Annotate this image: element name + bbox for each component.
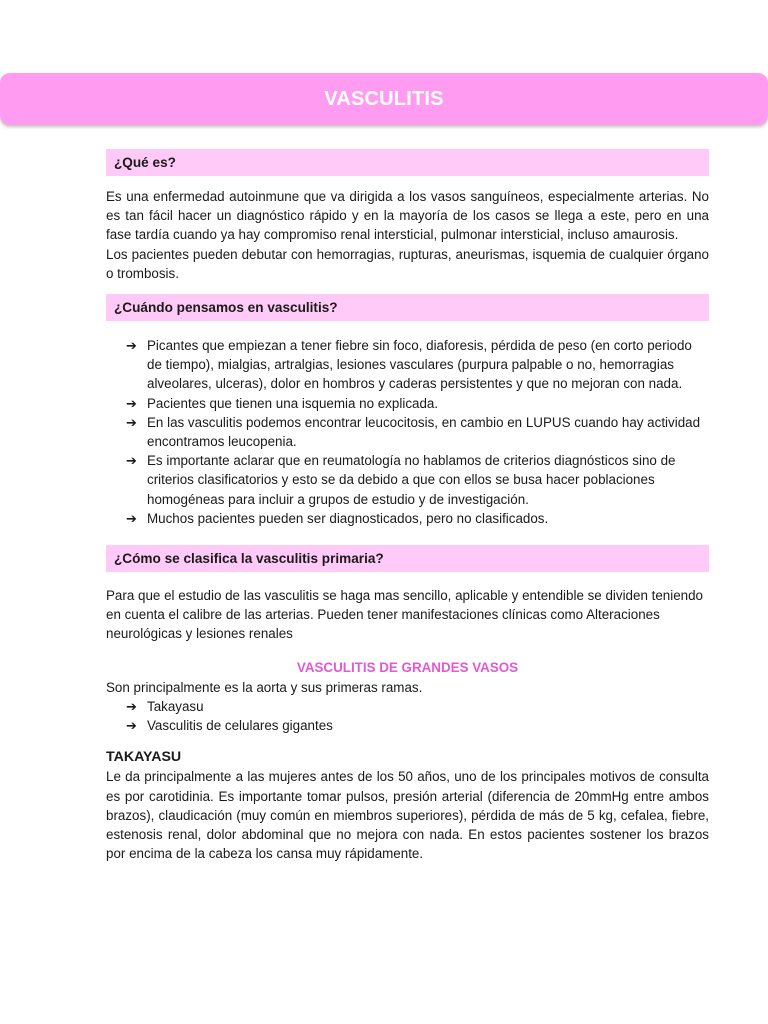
section-heading-clasifica: ¿Cómo se clasifica la vasculitis primaria? bbox=[106, 545, 709, 572]
paragraph: Para que el estudio de las vasculitis se haga mas sencillo, aplicable y entendible se dividen teniendo en cuenta el calibre de las arterias. Pueden tener manifestaciones clínicas como Alteraciones neurológicas y lesiones renales bbox=[106, 588, 704, 642]
bullet-list bbox=[106, 697, 709, 735]
list-item: ➔ Pacientes que tienen una isquemia no explicada. bbox=[126, 394, 709, 413]
bullet-list bbox=[106, 336, 709, 528]
section-heading-cuando: ¿Cuándo pensamos en vasculitis? bbox=[106, 294, 709, 321]
arrow-icon: ➔ bbox=[126, 699, 137, 715]
list-item: ➔ Picantes que empiezan a tener fiebre sin foco, diaforesis, pérdida de peso (en corto periodo de tiempo), mialgias, artralgias, lesiones vasculares (purpura palpable o no, hemorragias alveolares, ulceras), dolor en hombros y caderas persistentes y que no mejoran con nada. bbox=[126, 338, 692, 392]
page-title: VASCULITIS bbox=[324, 87, 444, 110]
heading-takayasu: TAKAYASU bbox=[106, 749, 182, 766]
list-item: ➔ En las vasculitis podemos encontrar leucocitosis, en cambio en LUPUS cuando hay actividad encontramos leucopenia. bbox=[126, 414, 701, 450]
arrow-icon: ➔ bbox=[126, 718, 137, 734]
arrow-icon: ➔ bbox=[126, 453, 137, 469]
list-item: ➔ Es importante aclarar que en reumatología no hablamos de criterios diagnósticos sino de criterios clasificatorios y esto se da debido a que con ellos se busa hacer poblaciones homogéneas para incluir a grupos de estudio y de investigación. bbox=[126, 453, 676, 507]
title-banner bbox=[0, 73, 768, 125]
list-item: ➔ Vasculitis de celulares gigantes bbox=[126, 716, 709, 735]
section-heading-que-es: ¿Qué es? bbox=[106, 149, 709, 176]
arrow-icon: ➔ bbox=[126, 414, 137, 430]
list-item: ➔ Takayasu bbox=[126, 697, 709, 716]
arrow-icon: ➔ bbox=[126, 395, 137, 411]
paragraph: Son principalmente es la aorta y sus primeras ramas. bbox=[106, 679, 423, 695]
paragraph: Los pacientes pueden debutar con hemorragias, rupturas, aneurismas, isquemia de cualquier órgano o trombosis. bbox=[106, 246, 709, 281]
list-item: ➔ Muchos pacientes pueden ser diagnosticados, pero no clasificados. bbox=[126, 509, 709, 528]
paragraph: Es una enfermedad autoinmune que va dirigida a los vasos sanguíneos, especialmente arterias. No es tan fácil hacer un diagnóstico rápido y en la mayoría de los casos se llega a este, pero en una fase tardía cuando ya hay compromiso renal intersticial, pulmonar intersticial, incluso amaurosis. bbox=[106, 189, 709, 243]
arrow-icon: ➔ bbox=[126, 510, 137, 526]
paragraph: Le da principalmente a las mujeres antes de los 50 años, uno de los principales motivos de consulta es por carotidinia. Es importante tomar pulsos, presión arterial (diferencia de 20mmHg entre ambos brazos), claudicación (muy común en miembros superiores), pérdida de más de 5 kg, cefalea, fiebre, estenosis renal, dolor abdominal que no mejora con nada. En estos pacientes sostener los brazos por encima de la cabeza los cansa muy rápidamente. bbox=[106, 769, 709, 862]
document-body bbox=[106, 149, 709, 863]
subtitle-grandes-vasos: VASCULITIS DE GRANDES VASOS bbox=[296, 659, 519, 675]
arrow-icon: ➔ bbox=[126, 338, 137, 354]
